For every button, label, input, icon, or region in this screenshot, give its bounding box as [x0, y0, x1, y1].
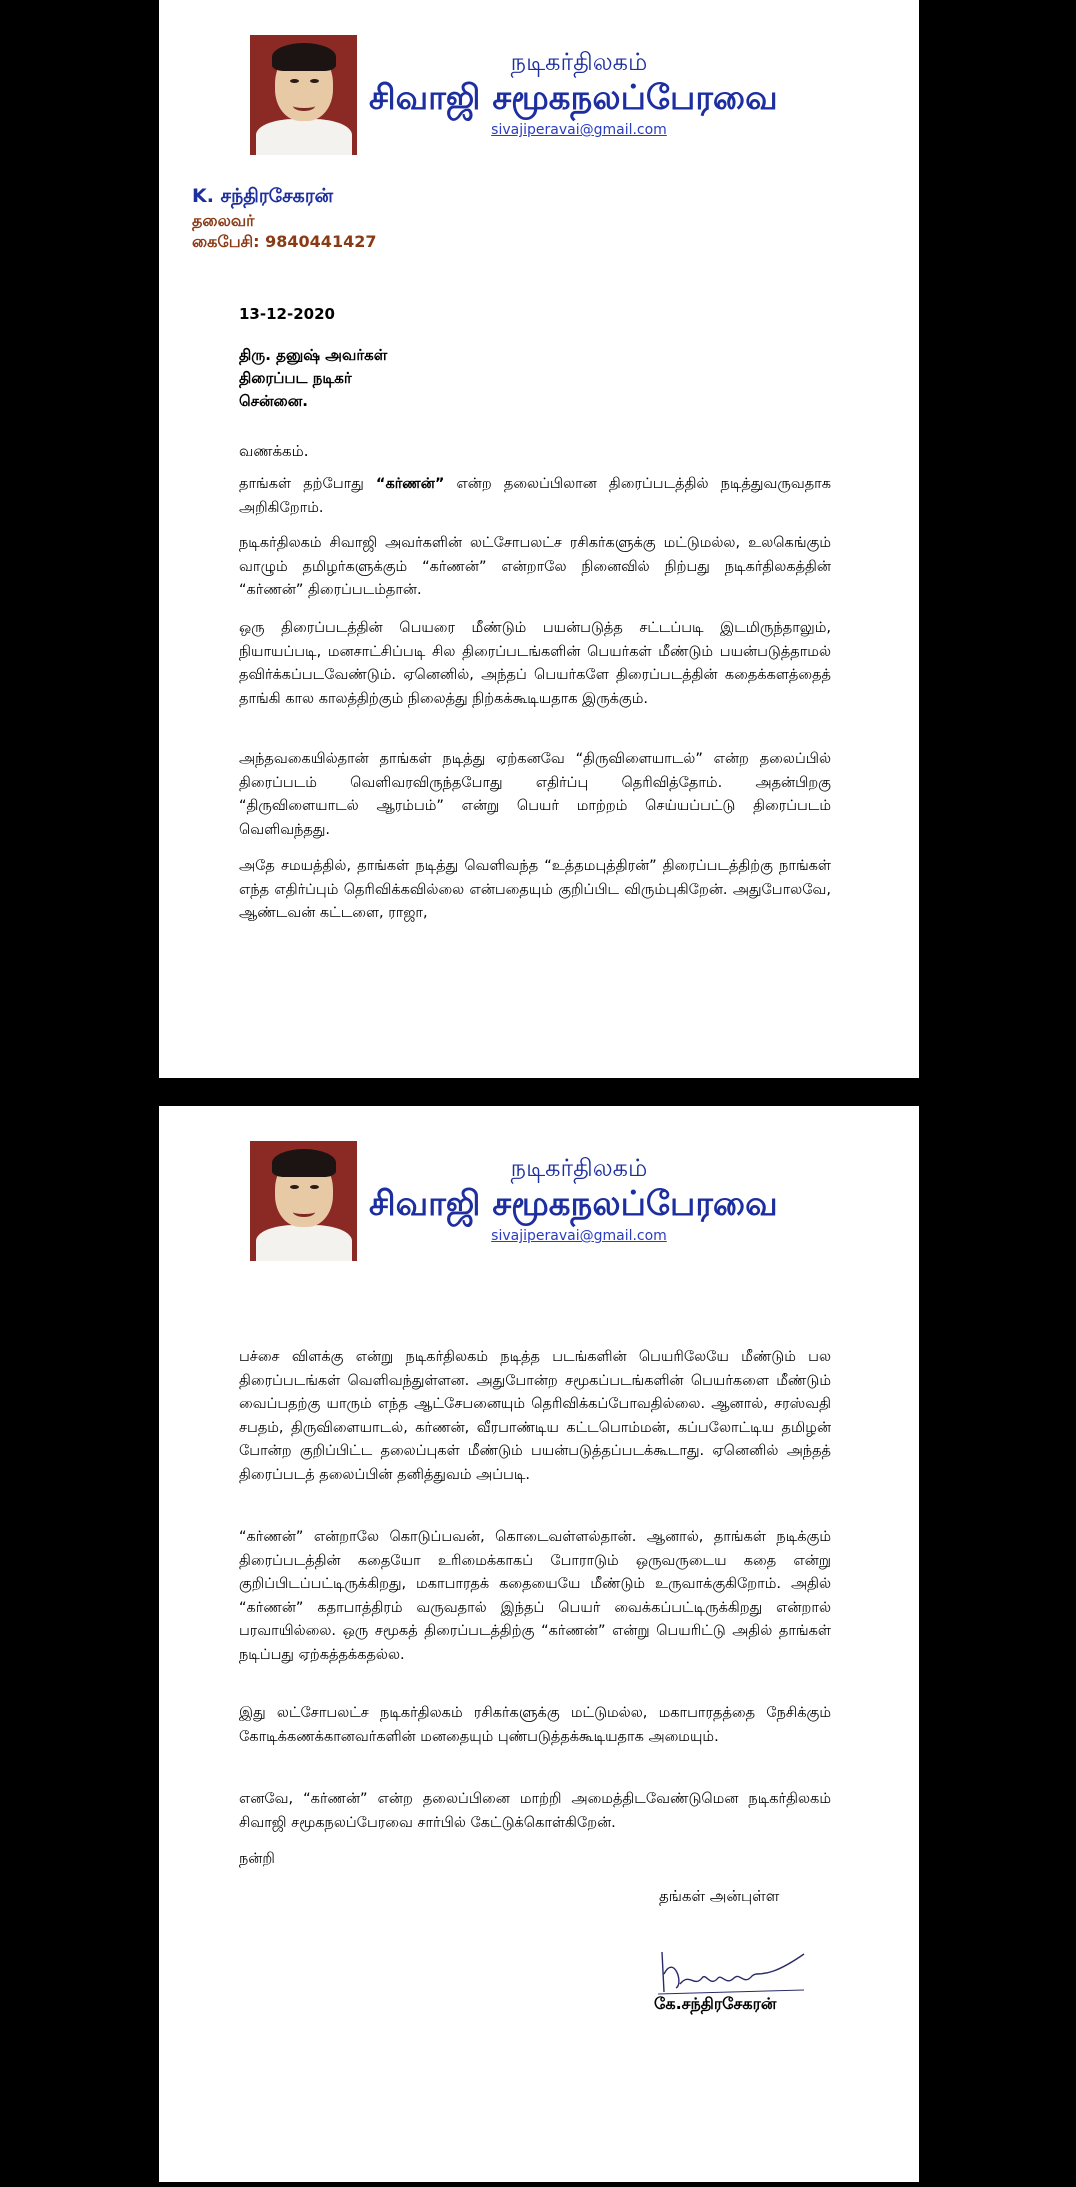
signature-image [654, 1944, 814, 2000]
recipient-name: திரு. தனுஷ் அவர்கள் [239, 346, 388, 364]
sender-name: K. சந்திரசேகரன் [192, 185, 334, 207]
paragraph-9: எனவே, “கர்ணன்” என்ற தலைப்பினை மாற்றி அமைத்திடவேண்டுமென நடிகர்திலகம் சிவாஜி சமூகநலப்பேரவை சார்பில் கேட்டுக்கொள்கிறேன். [239, 1791, 831, 1831]
letter-date: 13-12-2020 [239, 305, 335, 323]
org-title: சிவாஜி சமூகநலப்பேரவை [369, 78, 778, 118]
org-email-link[interactable]: sivajiperavai@gmail.com [491, 1228, 667, 1244]
paragraph-5: அதே சமயத்தில், தாங்கள் நடித்து வெளிவந்த “உத்தமபுத்திரன்” திரைப்படத்திற்கு நாங்கள் எந்த எதிர்ப்பும் தெரிவிக்கவில்லை என்பதையும் குறிப்பிட விரும்புகிறேன். அதுபோலவே, ஆண்டவன் கட்டளை, ராஜா, [239, 858, 831, 921]
letterhead [159, 0, 919, 170]
org-subtitle: நடிகர்திலகம் [510, 48, 648, 76]
thanks-line: நன்றி [239, 1851, 275, 1867]
letter-page-1 [159, 0, 919, 1078]
greeting: வணக்கம். [239, 442, 309, 460]
paragraph-2: நடிகர்திலகம் சிவாஜி அவர்களின் லட்சோபலட்ச ரசிகர்களுக்கு மட்டுமல்ல, உலகெங்கும் வாழும் தமிழர்களுக்கும் “கர்ணன்” என்றாலே நினைவில் நிற்பது நடிகர்திலகத்தின் “கர்ணன்” திரைப்படம்தான். [239, 535, 831, 598]
paragraph-7: “கர்ணன்” என்றாலே கொடுப்பவன், கொடைவள்ளல்தான். ஆனால், தாங்கள் நடிக்கும் திரைப்படத்தின் கதையோ உரிமைக்காகப் போராடும் ஒருவருடைய கதை என்று குறிப்பிடப்பட்டிருக்கிறது, மகாபாரதக் கதையையே மீண்டும் உருவாக்குகிறோம். அதில் “கர்ணன்” கதாபாத்திரம் வருவதால் இந்தப் பெயர் வைக்கப்பட்டிருக்கிறது என்றால் பரவாயில்லை. ஒரு சமூகத் திரைப்படத்திற்கு “கர்ணன்” என்று பெயரிட்டு அதில் தாங்கள் நடிப்பது ஏற்கத்தக்கதல்ல. [239, 1529, 831, 1663]
org-subtitle: நடிகர்திலகம் [510, 1154, 648, 1182]
letter-page-2 [159, 1106, 919, 2182]
signer-name: கே.சந்திரசேகரன் [654, 1994, 777, 2013]
org-title: சிவாஜி சமூகநலப்பேரவை [369, 1184, 778, 1224]
paragraph-6: பச்சை விளக்கு என்று நடிகர்திலகம் நடித்த படங்களின் பெயரிலேயே மீண்டும் பல திரைப்படங்கள் வெளிவந்துள்ளன. அதுபோன்ற சமூகப்படங்களின் பெயர்களை மீண்டும் வைப்பதற்கு யாரும் எந்த ஆட்சேபனையும் தெரிவிக்கப்போவதில்லை. ஆனால், சரஸ்வதி சபதம், திருவிளையாடல், கர்ணன், வீரபாண்டிய கட்டபொம்மன், கப்பலோட்டிய தமிழன் போன்ற குறிப்பிட்ட தலைப்புகள் மீண்டும் பயன்படுத்தப்படக்கூடாது. ஏனெனில் அந்தத் திரைப்படத் தலைப்பின் தனித்துவம் அப்படி. [239, 1349, 831, 1483]
sender-phone: கைபேசி: 9840441427 [192, 232, 377, 251]
paragraph-3: ஒரு திரைப்படத்தின் பெயரை மீண்டும் பயன்படுத்த சட்டப்படி இடமிருந்தாலும், நியாயப்படி, மனசாட்சிப்படி சில திரைப்படங்களின் பெயர்கள் மீண்டும் பயன்படுத்தாமல் தவிர்க்கப்படவேண்டும். ஏனெனில், அந்தப் பெயர்களே திரைப்படத்தின் கதைக்களத்தைத் தாங்கி கால காலத்திற்கும் நிலைத்து நிற்கக்கூடியதாக இருக்கும். [239, 620, 831, 707]
sender-role: தலைவர் [192, 211, 255, 230]
founder-photo [250, 1141, 357, 1261]
org-email-link[interactable]: sivajiperavai@gmail.com [491, 122, 667, 138]
recipient-city: சென்னை. [239, 392, 308, 410]
founder-photo [250, 35, 357, 155]
closing-line: தங்கள் அன்புள்ள [659, 1887, 780, 1905]
paragraph-4: அந்தவகையில்தான் தாங்கள் நடித்து ஏற்கனவே “திருவிளையாடல்” என்ற தலைப்பில் திரைப்படம் வெளிவரவிருந்தபோது எதிர்ப்பு தெரிவித்தோம். அதன்பிறகு “திருவிளையாடல் ஆரம்பம்” என்று பெயர் மாற்றம் செய்யப்பட்டு திரைப்படம் வெளிவந்தது. [239, 751, 831, 838]
letterhead [159, 1106, 919, 1276]
recipient-title: திரைப்பட நடிகர் [239, 369, 352, 387]
paragraph-1: தாங்கள் தற்போது “கர்ணன்” என்ற தலைப்பிலான திரைப்படத்தில் நடித்துவருவதாக அறிகிறோம். [239, 476, 831, 516]
paragraph-8: இது லட்சோபலட்ச நடிகர்திலகம் ரசிகர்களுக்கு மட்டுமல்ல, மகாபாரதத்தை நேசிக்கும் கோடிக்கணக்கானவர்களின் மனதையும் புண்படுத்தக்கூடியதாக அமையும். [239, 1705, 831, 1745]
